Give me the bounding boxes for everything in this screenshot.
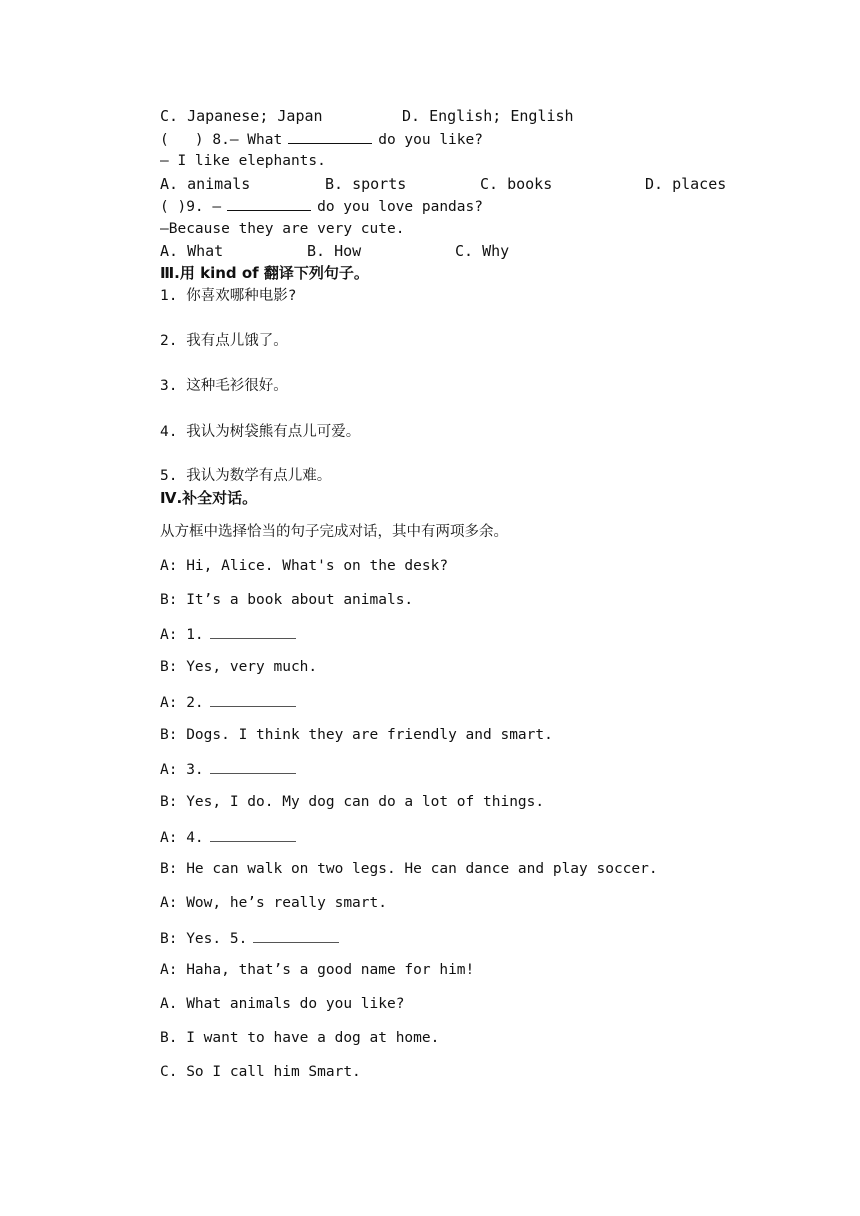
q8-option-d: D. places bbox=[645, 175, 727, 193]
section3-item-5: 5. 我认为数学有点儿难。 bbox=[160, 468, 332, 484]
dialogue-answer-blank bbox=[210, 827, 296, 842]
dialogue-answer-blank bbox=[210, 624, 296, 639]
dialogue-line bbox=[160, 658, 317, 676]
q9-option-c: C. Why bbox=[455, 242, 510, 260]
q9-option-a: A. What bbox=[160, 242, 224, 260]
section3-item-2: 2. 我有点儿饿了。 bbox=[160, 333, 288, 349]
dialogue-line bbox=[160, 793, 544, 811]
q9-prefix: ( )9. — bbox=[160, 199, 222, 215]
dialogue-line bbox=[160, 759, 296, 779]
q9-option-b: B. How bbox=[307, 242, 362, 260]
dialogue-text: A: Wow, he’s really smart. bbox=[160, 895, 387, 911]
dialogue-text: A: 4. bbox=[160, 829, 204, 846]
q7-option-c: C. Japanese; Japan bbox=[160, 107, 323, 125]
section3-heading: Ⅲ.用 kind of 翻译下列句子。 bbox=[160, 264, 369, 282]
choice-item: B. I want to have a dog at home. bbox=[160, 1029, 440, 1046]
dialogue-text: A: Hi, Alice. What's on the desk? bbox=[160, 558, 449, 574]
dialogue-line bbox=[160, 726, 553, 744]
section3-item-3: 3. 这种毛衫很好。 bbox=[160, 378, 288, 394]
dialogue-text: B: Yes. 5. bbox=[160, 930, 248, 947]
dialogue-line bbox=[160, 557, 448, 575]
section4-instruction: 从方框中选择恰当的句子完成对话，其中有两项多余。 bbox=[160, 524, 508, 540]
section3-item-4: 4. 我认为树袋熊有点儿可爱。 bbox=[160, 424, 361, 440]
q9-question bbox=[160, 197, 483, 216]
dialogue-answer-blank bbox=[210, 759, 296, 774]
dialogue-text: A: 3. bbox=[160, 762, 204, 779]
dialogue-text: B: Dogs. I think they are friendly and smart. bbox=[160, 726, 553, 743]
dialogue-line bbox=[160, 624, 296, 644]
q8-question bbox=[160, 130, 483, 149]
dialogue-text: A: 2. bbox=[160, 694, 204, 711]
q9-answer-line: —Because they are very cute. bbox=[160, 221, 405, 237]
q8-blank bbox=[288, 130, 372, 144]
q9-blank bbox=[227, 197, 311, 211]
q9-suffix: do you love pandas? bbox=[317, 199, 483, 215]
dialogue-text: B: It’s a book about animals. bbox=[160, 591, 414, 608]
dialogue-line bbox=[160, 860, 658, 878]
dialogue-line bbox=[160, 591, 413, 609]
dialogue-line bbox=[160, 961, 474, 979]
dialogue-text: A: Haha, that’s a good name for him! bbox=[160, 962, 475, 979]
section4-heading: Ⅳ.补全对话。 bbox=[160, 489, 258, 507]
dialogue-line bbox=[160, 827, 296, 847]
dialogue-text: A: 1. bbox=[160, 627, 204, 644]
dialogue-answer-blank bbox=[210, 692, 296, 707]
dialogue-line bbox=[160, 928, 339, 948]
q8-answer-line: — I like elephants. bbox=[160, 153, 326, 169]
q7-option-d: D. English; English bbox=[402, 107, 574, 125]
q8-suffix: do you like? bbox=[378, 132, 483, 148]
q8-option-b: B. sports bbox=[325, 175, 407, 193]
section3-item-1: 1. 你喜欢哪种电影? bbox=[160, 288, 297, 304]
choice-item: A. What animals do you like? bbox=[160, 996, 405, 1013]
dialogue-line bbox=[160, 894, 387, 912]
dialogue-text: B: Yes, I do. My dog can do a lot of things. bbox=[160, 793, 545, 810]
q8-option-a: A. animals bbox=[160, 175, 251, 193]
dialogue-text: B: Yes, very much. bbox=[160, 659, 318, 676]
choice-item: C. So I call him Smart. bbox=[160, 1063, 361, 1080]
dialogue-text: B: He can walk on two legs. He can dance and play soccer. bbox=[160, 861, 658, 878]
dialogue-answer-blank bbox=[253, 928, 339, 943]
q8-prefix: ( ) 8.— What bbox=[160, 132, 283, 148]
dialogue-line bbox=[160, 692, 296, 712]
q8-option-c: C. books bbox=[480, 175, 553, 193]
